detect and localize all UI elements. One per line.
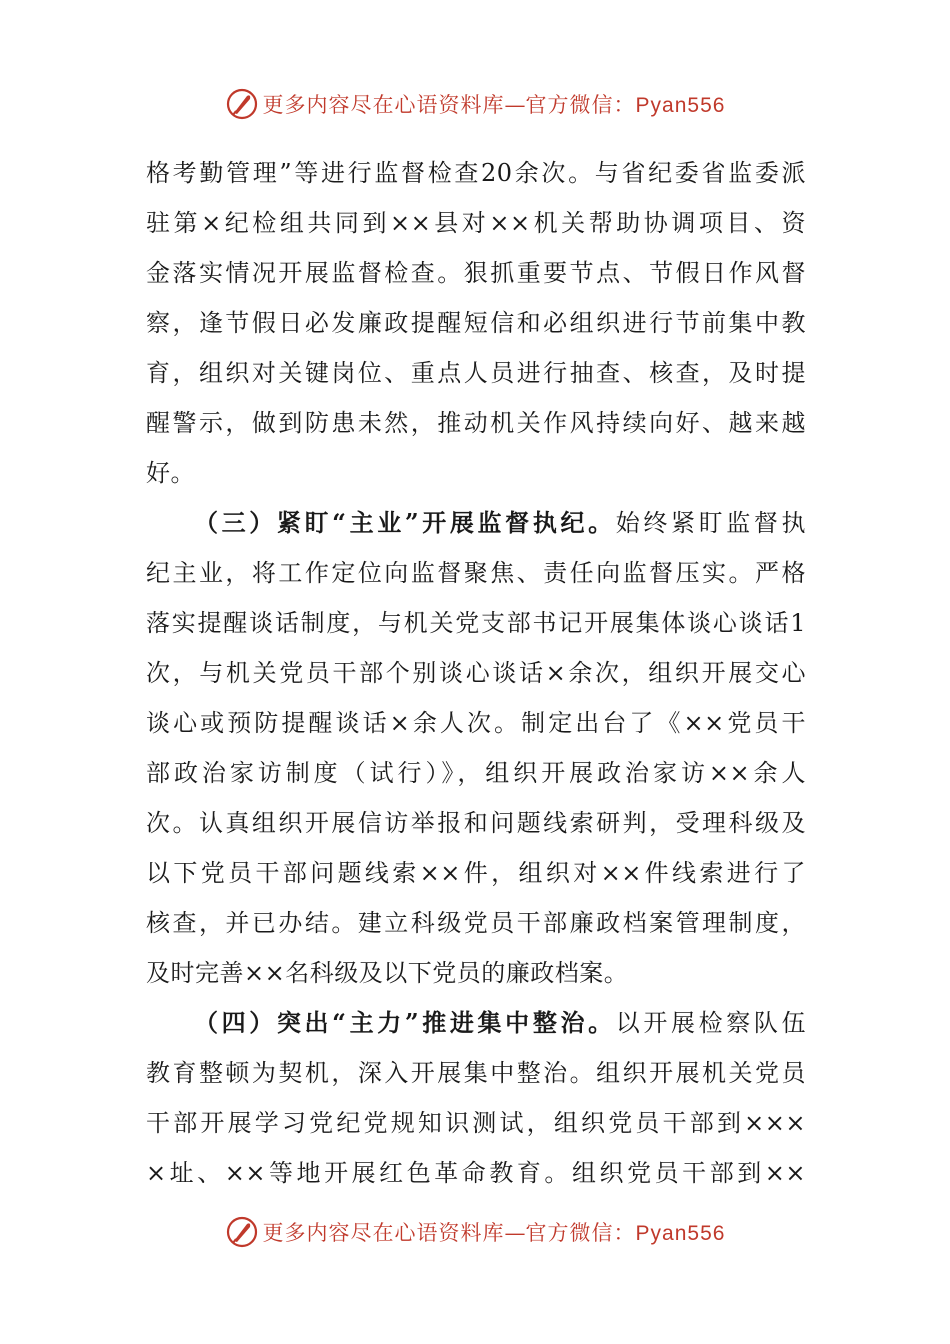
paragraph-supervision: （三）紧盯“主业”开展监督执纪。始终紧盯监督执 纪主业，将工作定位向监督聚焦、责任向监督压实。严格 落实提醒谈话制度，与机关党支部书记开展集体谈心谈话1 次，与机关党员干部个别谈心谈话×余次，组织开展交心 谈心或预防提醒谈话×余人次。制定出台了《××党员干 部政治家访制度（试行）》，组织开展政治家访××余人 次。认真组织开展信访举报和问题线索研判，受理科级及 以下党员干部问题线索××件，组织对××件线索进行了 核查，并已办结。建立科级党员干部廉政档案管理制度， 及时完善××名科级及以下党员的廉政档案。 <box>146 508 806 987</box>
paragraph-continued: 格考勤管理”等进行监督检查20余次。与省纪委省监委派 驻第×纪检组共同到××县对××机关帮助协调项目、资 金落实情况开展监督检查。狠抓重要节点、节假日作风督 察，逢节假日必发廉政提醒短信和必组织进行节前集中教 育，组织对关键岗位、重点人员进行抽查、核查，及时提 醒警示，做到防患未然，推动机关作风持续向好、越来越 好。 <box>146 159 806 487</box>
footer-watermark-banner <box>0 1212 950 1252</box>
header-watermark-banner <box>0 84 950 124</box>
watermark-text: 更多内容尽在心语资料库—官方微信：Pyan556 <box>262 93 726 117</box>
watermark-text: 更多内容尽在心语资料库—官方微信：Pyan556 <box>262 1221 726 1245</box>
document-body <box>146 148 806 1198</box>
quill-pen-icon <box>225 87 259 121</box>
paragraph-rectification: （四）突出“主力”推进集中整治。以开展检察队伍 教育整顿为契机，深入开展集中整治。组织开展机关党员 干部开展学习党纪党规知识测试，组织党员干部到××× ×址、××等地开展红色革命教育。组织党员干部到×× <box>146 1008 806 1187</box>
section-heading-4: （四）突出“主力”推进集中整治。 <box>194 1008 616 1037</box>
section-heading-3: （三）紧盯“主业”开展监督执纪。 <box>194 508 616 537</box>
quill-pen-icon <box>225 1215 259 1249</box>
